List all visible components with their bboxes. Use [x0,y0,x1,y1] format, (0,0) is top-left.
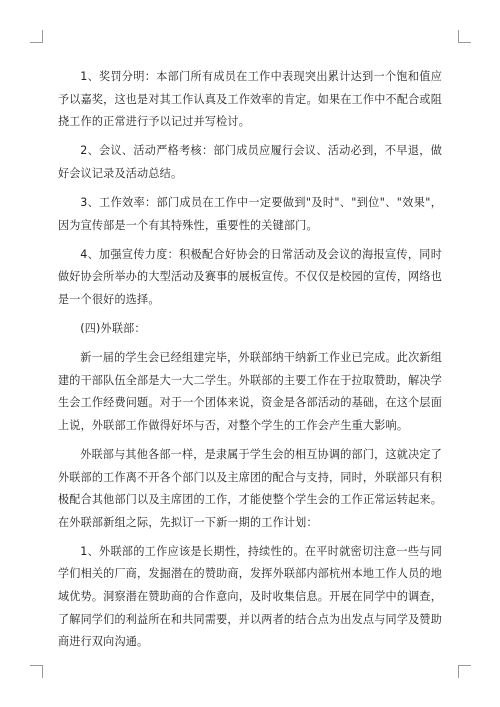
section-heading-liaison: (四)外联部： [80,321,146,335]
paragraph-publicity: 4、加强宣传力度：积极配合好协会的日常活动及会议的海报宣传，同时做好协会所举办的大型活动及赛事的展板宣传。不仅仅是校园的宣传，网络也是一个很好的选择。 [58,247,442,306]
paragraph-liaison-role: 外联部与其他各部一样，是隶属于学生会的相互协调的部门，这就决定了外联部的工作离不开各个部门以及主席团的配合与支持，同时，外联部只有积极配合其他部门以及主席团的工作，才能使整个学生会的工作正常运转起来。在外联部新组之际，先拟订一下新一期的工作计划： [58,447,442,529]
paragraph-liaison-intro: 新一届的学生会已经组建完毕，外联部纳干纳新工作业已完成。此次新组建的干部队伍全部是大一大二学生。外联部的主要工作在于拉取赞助，解决学生会工作经费问题。对于一个团体来说，资金是各部活动的基础，在这个层面上说，外联部工作做得好坏与否，对整个学生的工作会产生重大影响。 [58,351,442,432]
crop-mark-bottom-left [30,665,43,678]
paragraph-liaison-plan-1: 1、外联部的工作应该是长期性，持续性的。在平时就密切注意一些与同学们相关的厂商，发掘潜在的赞助商，发挥外联部内部杭州本地工作人员的地域优势。洞察潜在赞助商的合作意向，及时收集信息。开展在同学中的调查，了解同学们的利益所在和共同需要，并以两者的结合点为出发点与同学及赞助商进行双向沟通。 [58,544,442,649]
paragraph-meeting-assessment: 2、会议、活动严格考核：部门成员应履行会议、活动必到，不早退，做好会议记录及活动总结。 [58,144,442,180]
paragraph-reward-punishment: 1、奖罚分明：本部门所有成员在工作中表现突出累计达到一个饱和值应予以嘉奖，这也是对其工作认真及工作效率的肯定。如果在工作中不配合或阻挠工作的正常进行予以记过并写检讨。 [58,70,442,129]
paragraph-work-efficiency: 3、工作效率：部门成员在工作中一定要做到"及时"、"到位"、"效果"，因为宣传部是一个有其特殊性，重要性的关键部门。 [58,195,442,232]
document-body [58,66,442,660]
crop-mark-top-right [458,30,471,43]
crop-mark-bottom-right [458,665,471,678]
crop-mark-top-left [30,30,43,43]
